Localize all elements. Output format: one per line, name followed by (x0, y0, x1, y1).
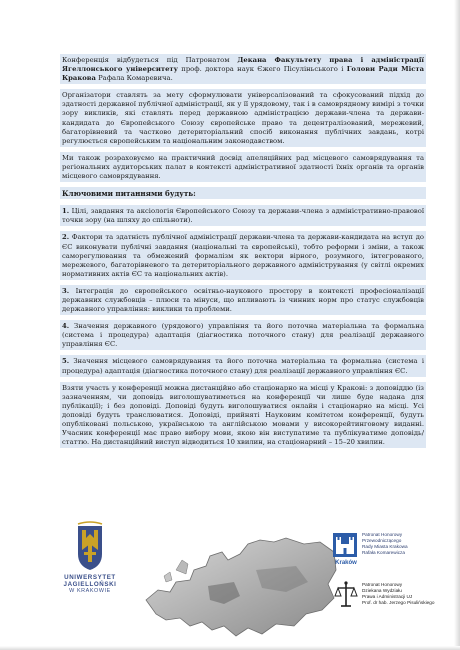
uj-line3: W KRAKOWIE (69, 588, 111, 594)
participation-paragraph: Взяти участь у конференції можна дистанційно або стаціонарно на місці у Кракові: з доповіддю (із зазначенням, чи доповідь виголошуватиметься на конференції чи лише буде надана для публікації); і без доповіді. Доповіді будуть виголошуватися онлайн і стаціонарно на місці. Усі доповіді будуть транслюватися. Доповіді, прийняті Науковим комітетом конференції, будуть опубліковані польською, українською та англійською мовами у високорейтинговому виданні. Учасник конференції має право вибору мови, якою він виступатиме та публікуватиме доповідь/статтю. На дистанційний виступ відводиться 10 хвилин, на стаціонарний – 15–20 хвилин. (60, 382, 426, 449)
key-question-item-4 (60, 320, 426, 350)
item-text: Значення державного (урядового) управління та його поточна матеріальна та формальна (система і процедура) адаптація (діагностика поточного стану) для реалізації державного управління ЄС. (62, 322, 424, 349)
document-body (60, 54, 426, 453)
uj-line2: JAGIELLOŃSKI (63, 581, 117, 588)
item-number: 1. (62, 207, 70, 216)
key-question-item-5 (60, 355, 426, 376)
patron1-line: Patronat Honorowy (362, 532, 403, 537)
krakow-label: Kraków (335, 560, 357, 566)
page-shadow-bottom (0, 646, 460, 650)
patron1-line: Rady Miasta Krakowa (362, 544, 408, 550)
law-faculty-logo-icon (334, 580, 358, 608)
patronage-dean-label (362, 582, 442, 606)
item-text: Значення місцевого самоврядування та його поточна матеріальна та формальна (система і процедура) адаптація (діагностика поточного стану) для реалізації державного управління ЄС. (62, 357, 424, 375)
key-question-item-3 (60, 285, 426, 315)
experience-paragraph: Ми також розраховуємо на практичний досвід апеляційних рад місцевого самоврядування та регіональних аудиторських палат в контексті адміністративної здатності їхніх органів та органів місцевого самоврядування. (60, 152, 426, 182)
patron2-line: Prawa i Administracji UJ (362, 594, 413, 600)
uj-wordmark (58, 574, 122, 595)
item-number: 2. (62, 233, 70, 242)
patronage-text-d: Рафала Комаревича. (95, 74, 173, 83)
patronage-text-c: проф. доктора наук Єжего Пісуліньського і (177, 65, 347, 74)
patronage-text-a: Конференція відбудеться під Патронатом (62, 56, 238, 64)
key-question-item-1 (60, 205, 426, 226)
krakow-city-logo-icon (333, 533, 357, 557)
patron1-line: Rafała Komarewicza (362, 550, 405, 556)
patronage-council: Голови Ради Міста Кракова (62, 65, 424, 83)
footer-logos (0, 520, 460, 648)
key-question-item-2 (60, 231, 426, 279)
patron2-line: Patronat Honorowy (362, 582, 403, 587)
item-number: 5. (62, 357, 70, 366)
europe-map-icon (136, 530, 344, 642)
patron1-line: Przewodniczącego (362, 538, 402, 544)
page-shadow-right (454, 0, 460, 650)
item-text: Інтеграція до європейського освітньо-наукового простору в контексті професіоналізації державних службовців – плюси та мінуси, що впливають із чинних норм про статус службовців державного управління: виклики та проблеми. (62, 286, 424, 314)
patron2-line: Dziekana Wydziału (362, 588, 402, 594)
uj-line1: UNIWERSYTET (64, 574, 116, 581)
goals-paragraph: Організатори ставлять за мету сформулювати універсалізований та сфокусований підхід до здатності державної публічної адміністрації, як у її урядовому, так і в самоврядному вимірі з точки зору викликів, які ставлять перед державною адміністрацією держави-члена та держави-кандидата до Європейського Союзу європейське право та децентралізований, мережевий, багаторівневий та частково детериторіальний спосіб виконання публічних завдань, котрі регулюється європейським та національним законодавством. (60, 89, 426, 147)
patronage-paragraph (60, 54, 426, 84)
item-number: 4. (62, 322, 70, 331)
item-text: Фактори та здатність публічної адміністрації держави-члена та держави-кандидата на вступ до ЄС виконувати публічні завдання (національні та європейські), тобто реформи і зміни, а також саморегулювання та обмежений формалізм як вектори вірного, розумного, інтегрованого, мережевого, багаторівневого та детериторіального державного адміністрування (у світлі окремих нормативних актів ЄС та національних актів). (62, 233, 424, 278)
patron2-line: Prof. dr hab. Jerzego Pisulińskiego (362, 600, 435, 606)
item-number: 3. (62, 286, 70, 295)
patronage-dean: Декана Факультету права і адміністрації Ягеллонського університету (62, 56, 424, 74)
patronage-council-label (362, 532, 442, 556)
key-questions-heading: Ключовими питаннями будуть: (60, 187, 426, 199)
item-text: Цілі, завдання та аксіологія Європейського Союзу та держави-члена з адміністративно-правової точки зору (на шляху до спільноти). (62, 207, 424, 225)
